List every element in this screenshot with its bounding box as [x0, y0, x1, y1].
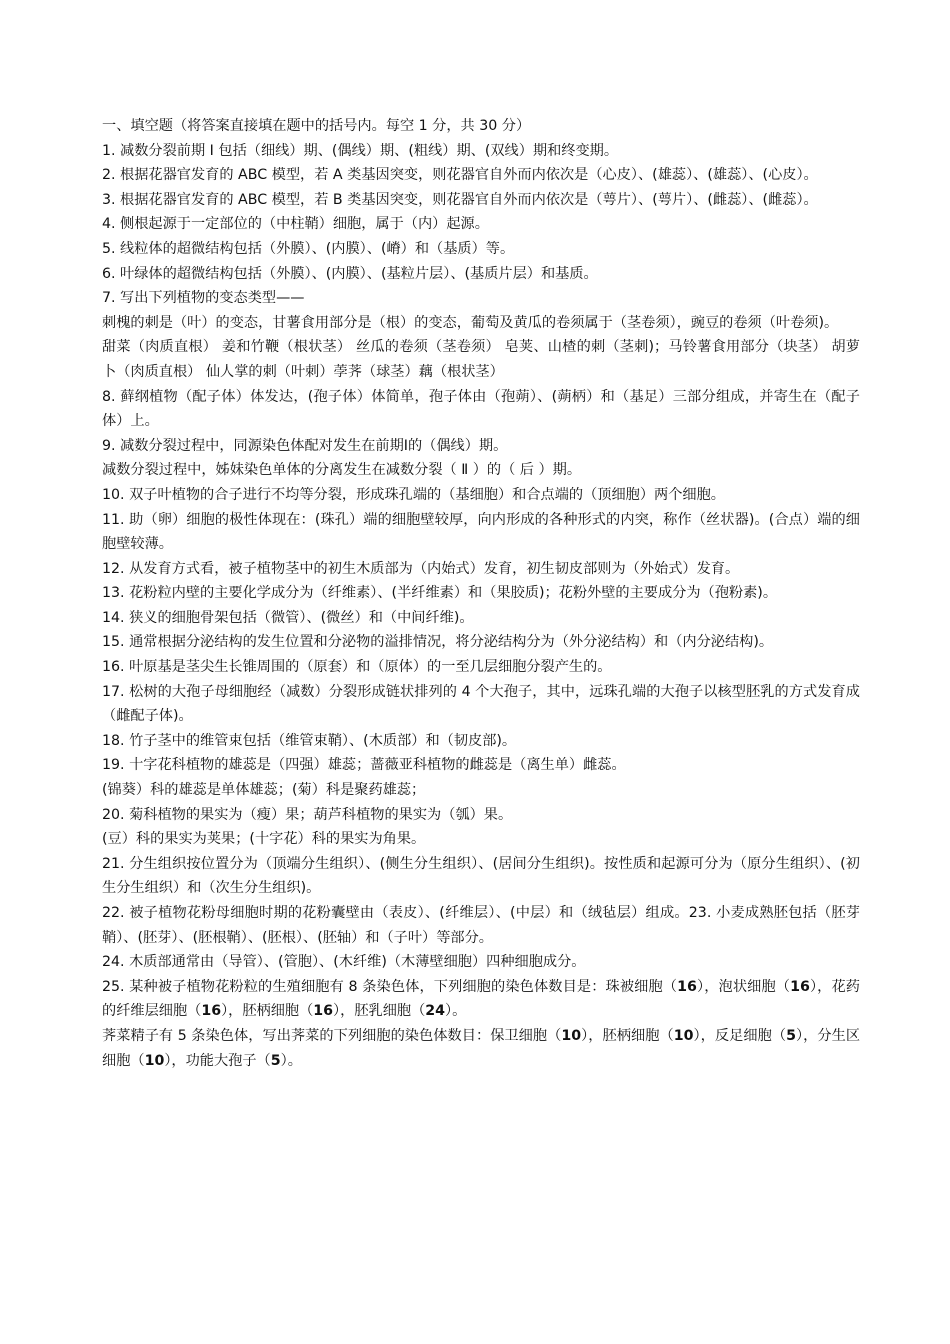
question-1: 1. 减数分裂前期 I 包括（细线）期、(偶线）期、(粗线）期、(双线）期和终变期。: [102, 142, 619, 159]
question-2: 2. 根据花器官发育的 ABC 模型，若 A 类基因突变，则花器官自外而内依次是（心皮）、(雄蕊）、(雄蕊）、(心皮）。: [102, 167, 818, 184]
question-25-part-b: [102, 1024, 860, 1073]
q26-text-4: ），分生区细胞（: [102, 1027, 861, 1069]
q25-answer-3: 16: [201, 1003, 222, 1020]
question-13: 13. 花粉粒内壁的主要化学成分为（纤维素）、(半纤维素）和（果胶质)；花粉外壁的主要成分为（孢粉素)。: [102, 585, 778, 602]
q26-text-2: ），胚柄细胞（: [581, 1027, 674, 1044]
question-15: 15. 通常根据分泌结构的发生位置和分泌物的溢排情况，将分泌结构分为（外分泌结构）和（内分泌结构)。: [102, 634, 774, 651]
q25-text-6: ）。: [445, 1003, 467, 1020]
question-7-part-a: 刺槐的刺是（叶）的变态，甘薯食用部分是（根）的变态，葡萄及黄瓜的卷须属于（茎卷须），豌豆的卷须（叶卷须)。: [102, 314, 839, 331]
q26-text-3: ），反足细胞（: [693, 1027, 787, 1044]
q25-text-1: 25. 某种被子植物花粉粒的生殖细胞有 8 条染色体，下列细胞的染色体数目是：珠被细胞（: [102, 978, 678, 995]
section-heading: 一、填空题（将答案直接填在题中的括号内。每空 1 分，共 30 分）: [102, 118, 531, 134]
question-7-part-b: 甜菜（肉质直根） 姜和竹鞭（根状茎） 丝瓜的卷须（茎卷须） 皂荚、山楂的刺（茎刺)；马铃薯食用部分（块茎） 胡萝卜（肉质直根） 仙人掌的刺（叶刺）荸荠（球茎）藕（根状茎）: [102, 339, 860, 380]
question-5: 5. 线粒体的超微结构包括（外膜）、(内膜）、(嵴）和（基质）等。: [102, 240, 515, 257]
q25-answer-5: 24: [425, 1003, 446, 1020]
q26-text-5: ），功能大孢子（: [164, 1052, 271, 1069]
q26-text-1: 荠菜精子有 5 条染色体，写出荠菜的下列细胞的染色体数目：保卫细胞（: [102, 1027, 562, 1044]
question-3: 3. 根据花器官发育的 ABC 模型，若 B 类基因突变，则花器官自外而内依次是（萼片）、(萼片）、(雌蕊）、(雌蕊）。: [102, 191, 818, 208]
question-25: [102, 975, 860, 1024]
q25-text-3: ），花药的纤维层细胞（: [102, 978, 860, 1020]
q26-answer-3: 5: [786, 1027, 796, 1044]
question-10: 10. 双子叶植物的合子进行不均等分裂，形成珠孔端的（基细胞）和合点端的（顶细胞）两个细胞。: [102, 486, 725, 503]
question-18: 18. 竹子茎中的维管束包括（维管束鞘）、(木质部）和（韧皮部)。: [102, 732, 517, 749]
question-8: 8. 藓纲植物（配子体）体发达，(孢子体）体简单，孢子体由（孢蒴）、(蒴柄）和（基足）三部分组成，并寄生在（配子体）上。: [102, 388, 860, 430]
q26-answer-4: 10: [144, 1052, 165, 1069]
q25-text-5: ），胚乳细胞（: [333, 1003, 426, 1020]
question-24: 24. 木质部通常由（导管）、(管胞）、(木纤维)（木薄壁细胞）四种细胞成分。: [102, 954, 586, 971]
question-17: 17. 松树的大孢子母细胞经（减数）分裂形成链状排列的 4 个大孢子，其中，远珠孔端的大孢子以核型胚乳的方式发育成（雌配子体)。: [102, 683, 860, 725]
q26-answer-2: 10: [673, 1027, 694, 1044]
q26-answer-1: 10: [561, 1027, 582, 1044]
question-20-part-b: (豆）科的果实为荚果；(十字花）科的果实为角果。: [102, 831, 426, 848]
question-12: 12. 从发育方式看，被子植物茎中的初生木质部为（内始式）发育，初生韧皮部则为（外始式）发育。: [102, 560, 740, 577]
question-9-part-b: 减数分裂过程中，姊妹染色单体的分离发生在减数分裂（ Ⅱ ）的（ 后 ）期。: [102, 462, 582, 479]
question-4: 4. 侧根起源于一定部位的（中柱鞘）细胞，属于（内）起源。: [102, 216, 489, 233]
q25-answer-2: 16: [790, 978, 810, 995]
q25-text-4: ），胚柄细胞（: [221, 1003, 314, 1020]
question-6: 6. 叶绿体的超微结构包括（外膜）、(内膜）、(基粒片层）、(基质片层）和基质。: [102, 265, 598, 282]
question-19-part-b: (锦葵）科的雄蕊是单体雄蕊；(菊）科是聚药雄蕊；: [102, 782, 426, 799]
question-21: 21. 分生组织按位置分为（顶端分生组织）、(侧生分生组织）、(居间分生组织)。按性质和起源可分为（原分生组织）、(初生分生组织）和（次生分生组织)。: [102, 855, 860, 897]
question-7: 7. 写出下列植物的变态类型——: [102, 290, 305, 307]
q26-answer-5: 5: [270, 1052, 281, 1069]
question-16: 16. 叶原基是茎尖生长锥周围的（原套）和（原体）的一至几层细胞分裂产生的。: [102, 659, 612, 676]
q25-text-2: ），泡状细胞（: [696, 978, 791, 995]
question-20: 20. 菊科植物的果实为（瘦）果；葫芦科植物的果实为（瓠）果。: [102, 806, 513, 823]
question-22-23: 22. 被子植物花粉母细胞时期的花粉囊壁由（表皮）、(纤维层）、(中层）和（绒毡层）组成。23. 小麦成熟胚包括（胚芽鞘）、(胚芽）、(胚根鞘）、(胚根）、(胚轴）和（子叶）等部分。: [102, 905, 860, 946]
document-body: [102, 114, 860, 1073]
q26-text-6: ）。: [280, 1052, 302, 1069]
question-9: 9. 减数分裂过程中，同源染色体配对发生在前期Ⅰ的（偶线）期。: [102, 437, 508, 454]
question-11: 11. 助（卵）细胞的极性体现在：(珠孔）端的细胞壁较厚，向内形成的各种形式的内突，称作（丝状器)。(合点）端的细胞壁较薄。: [102, 511, 860, 553]
q25-answer-4: 16: [313, 1003, 334, 1020]
question-14: 14. 狭义的细胞骨架包括（微管）、(微丝）和（中间纤维)。: [102, 609, 474, 626]
question-19: 19. 十字花科植物的雄蕊是（四强）雄蕊；蔷薇亚科植物的雌蕊是（离生单）雌蕊。: [102, 757, 626, 774]
q25-answer-1: 16: [677, 978, 697, 995]
